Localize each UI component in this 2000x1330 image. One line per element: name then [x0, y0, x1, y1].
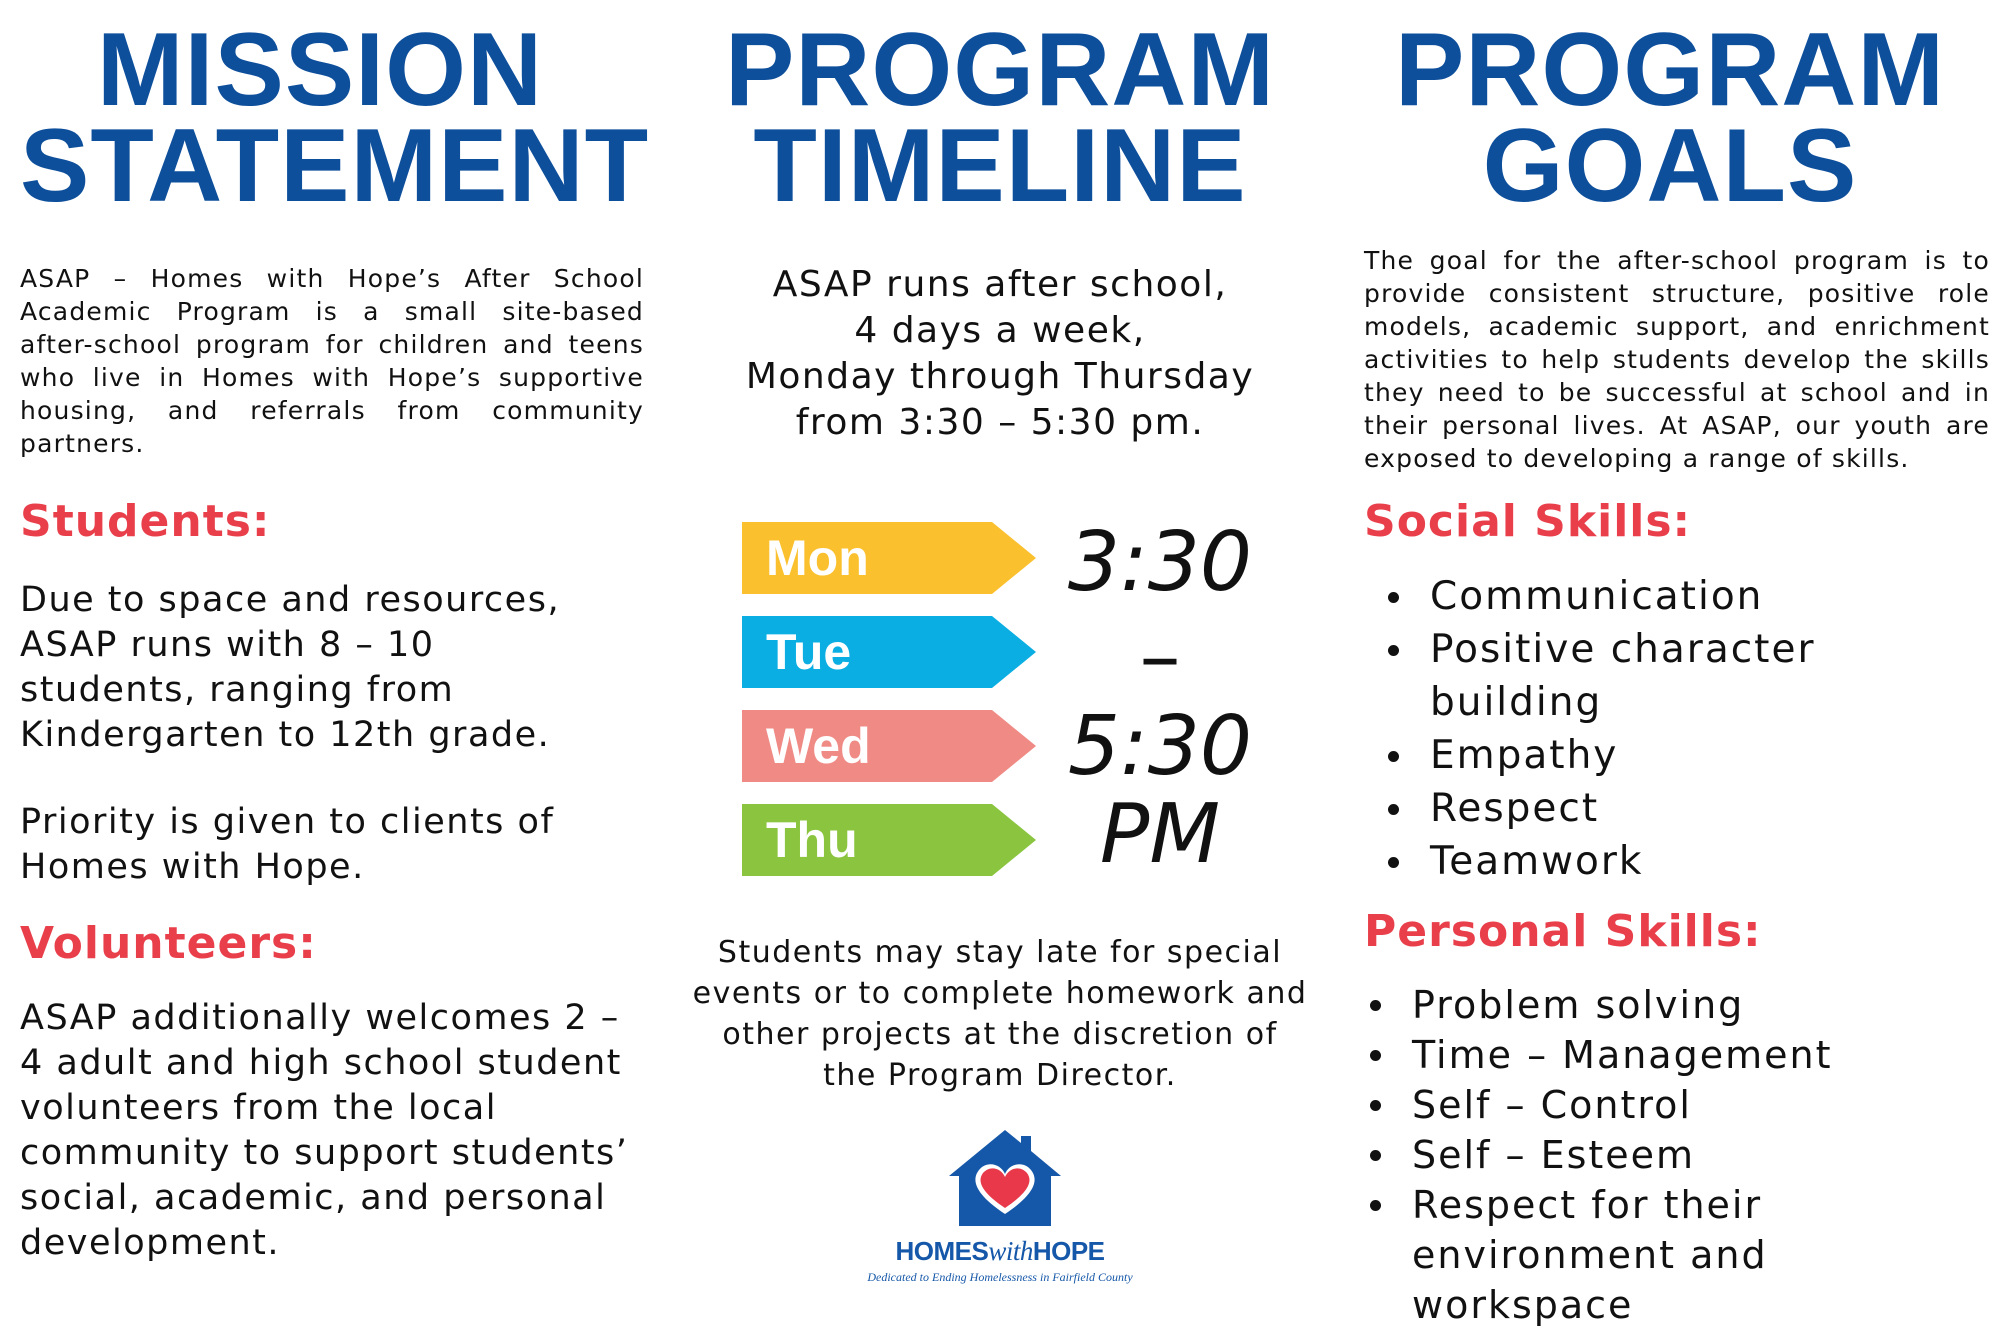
timeline-intro-line3: Monday through Thursday	[745, 356, 1255, 397]
day-label-wed: Wed	[766, 718, 871, 774]
mission-intro: ASAP – Homes with Hope’s After School Academic Program is a small site-based after-school program for children and teens who live in Homes with Hope’s supportive housing, and referrals from community partners.	[20, 264, 644, 458]
list-item: Self – Control	[1346, 1080, 1986, 1130]
list-item: Problem solving	[1346, 980, 1986, 1030]
social-skills-list	[1364, 570, 1984, 888]
list-item: Teamwork	[1364, 835, 1984, 888]
students-heading: Students:	[20, 496, 271, 547]
day-label-tue: Tue	[766, 624, 852, 680]
list-item: Communication	[1364, 570, 1984, 623]
volunteers-heading: Volunteers:	[20, 918, 317, 969]
mission-column	[0, 0, 660, 1294]
volunteers-text: ASAP additionally welcomes 2 – 4 adult and high school student volunteers from the local community to support students’ social, academic, and personal development.	[20, 998, 629, 1263]
logo-word-homes: HOMES	[895, 1236, 989, 1266]
social-skills-heading: Social Skills:	[1364, 496, 1692, 547]
timeline-intro	[660, 262, 1340, 446]
list-item: Respect for their environment and workspace	[1346, 1180, 1932, 1330]
goals-title	[1360, 12, 1980, 224]
homes-with-hope-logo	[850, 1128, 1150, 1288]
logo-word-with: with	[988, 1236, 1033, 1266]
mission-title-line2: STATEMENT	[20, 108, 650, 224]
time-end: 5:30	[1067, 699, 1253, 794]
list-item: Empathy	[1364, 729, 1984, 782]
timeline-title-line1: PROGRAM	[724, 12, 1276, 128]
timeline-intro-line1: ASAP runs after school,	[772, 264, 1228, 305]
goals-intro: The goal for the after-school program is to provide consistent structure, positive role models, academic support, and enrichment activities to help students develop the skills they need to be successful at school and in their personal lives. At ASAP, our youth are exposed to developing a range of skills.	[1364, 246, 1990, 473]
day-label-thu: Thu	[766, 812, 858, 868]
list-item: Respect	[1364, 782, 1984, 835]
priority-text: Priority is given to clients of Homes with Hope.	[20, 802, 555, 887]
personal-skills-heading: Personal Skills:	[1364, 906, 1762, 957]
list-item: Time – Management	[1346, 1030, 1986, 1080]
late-stay-text: Students may stay late for special events or to complete homework and other projects at the discretion of the Program Director.	[692, 935, 1308, 1093]
mission-title	[20, 12, 650, 224]
goals-title-line2: GOALS	[1482, 108, 1858, 224]
timeline-intro-line4: from 3:30 – 5:30 pm.	[795, 402, 1205, 443]
day-arrow-thu	[742, 804, 1036, 876]
timeline-title-line2: TIMELINE	[753, 108, 1247, 224]
goals-column	[1340, 0, 2000, 1327]
timeline-intro-line2: 4 days a week,	[854, 310, 1146, 351]
list-item: Positive character building	[1364, 623, 1830, 729]
students-text: Due to space and resources, ASAP runs with 8 – 10 students, ranging from Kindergarten to 12th grade.	[20, 580, 561, 755]
day-arrow-tue	[742, 616, 1036, 688]
time-dash: –	[1139, 609, 1181, 704]
logo-wordmark	[850, 1236, 1150, 1267]
logo-word-hope: HOPE	[1032, 1236, 1105, 1266]
logo-tagline: Dedicated to Ending Homelessness in Fairfield County	[867, 1270, 1133, 1284]
day-arrow-mon	[742, 522, 1036, 594]
personal-skills-list	[1346, 980, 1986, 1330]
day-arrow-wed	[742, 710, 1036, 782]
house-heart-icon	[945, 1128, 1065, 1228]
time-start: 3:30	[1067, 515, 1253, 610]
list-item: Self – Esteem	[1346, 1130, 1986, 1180]
goals-title-line1: PROGRAM	[1394, 12, 1946, 128]
time-pm: PM	[1099, 787, 1221, 882]
timeline-title	[660, 12, 1340, 224]
day-label-mon: Mon	[766, 530, 869, 586]
mission-title-line1: MISSION	[96, 12, 544, 128]
